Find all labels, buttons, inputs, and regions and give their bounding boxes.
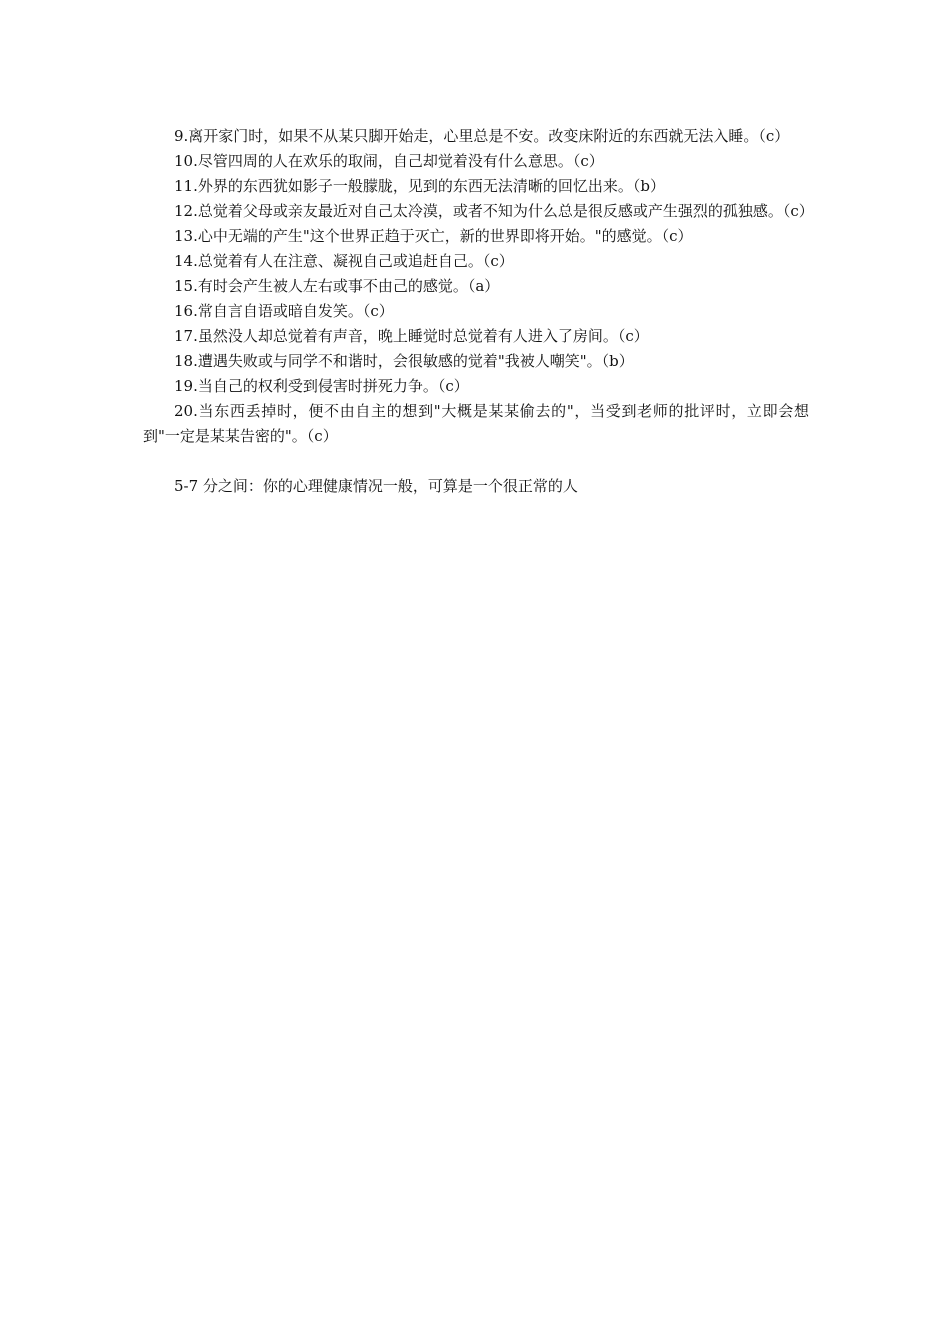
question-9: 9.离开家门时，如果不从某只脚开始走，心里总是不安。改变床附近的东西就无法入睡。（c） [174,127,790,145]
paragraph-gap [143,449,809,474]
question-14: 14.总觉着有人在注意、凝视自己或追赶自己。（c） [174,252,514,270]
question-11: 11.外界的东西犹如影子一般朦胧，见到的东西无法清晰的回忆出来。（b） [174,177,665,195]
question-17: 17.虽然没人却总觉着有声音，晚上睡觉时总觉着有人进入了房间。（c） [174,327,649,345]
question-15: 15.有时会产生被人左右或事不由己的感觉。（a） [174,277,500,295]
question-18: 18.遭遇失败或与同学不和谐时，会很敏感的觉着"我被人嘲笑"。（b） [174,352,634,370]
question-19: 19.当自己的权利受到侵害时拼死力争。（c） [174,377,469,395]
question-13: 13.心中无端的产生"这个世界正趋于灭亡，新的世界即将开始。"的感觉。（c） [174,227,693,245]
question-20: 20.当东西丢掉时，便不由自主的想到"大概是某某偷去的"，当受到老师的批评时，立即会想到"一定是某某告密的"。（c） [143,402,809,445]
question-10: 10.尽管四周的人在欢乐的取闹，自己却觉着没有什么意思。（c） [174,152,604,170]
question-12: 12.总觉着父母或亲友最近对自己太冷漠，或者不知为什么总是很反感或产生强烈的孤独感。（c） [174,202,814,220]
score-summary: 5-7 分之间：你的心理健康情况一般，可算是一个很正常的人 [174,477,578,495]
question-16: 16.常自言自语或暗自发笑。（c） [174,302,394,320]
document-page [143,124,814,499]
